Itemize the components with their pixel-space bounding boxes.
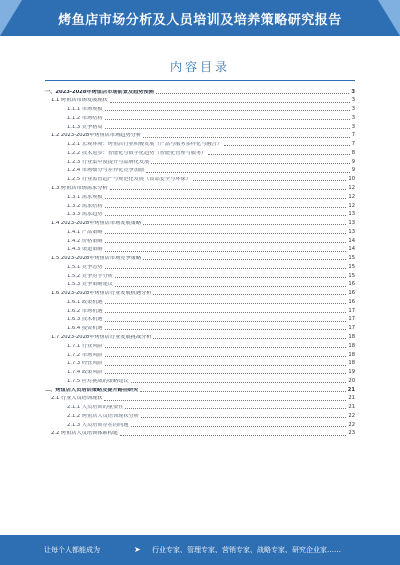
toc-entry-page: 12 (348, 202, 355, 209)
toc-entry-label: 1.3.3 需求趋势 (67, 212, 103, 218)
toc-dot-leader (131, 426, 347, 427)
toc-dot-leader (224, 145, 350, 146)
toc-entry-page: 18 (348, 360, 355, 367)
toc-entry[interactable] (45, 112, 355, 121)
toc-entry-page: 3 (351, 97, 355, 104)
toc-entry-label: 1.2.2 技术进步：智能化与数字化趋势（智能化管理与服务） (67, 150, 207, 156)
toc-entry-page: 7 (351, 132, 355, 139)
toc-entry[interactable] (45, 402, 355, 411)
toc-dot-leader (105, 329, 347, 330)
toc-entry-page: 3 (351, 106, 355, 113)
toc-entry-label: 1.7.4 政策风险 (67, 370, 103, 376)
toc-entry-label: 1.3 烤鱼店市场需求分析 (51, 185, 108, 191)
toc-entry[interactable] (45, 156, 355, 165)
toc-dot-leader (105, 373, 347, 374)
toc-entry-label: 1.2.5 行业监管趋严与规范化发展（食品安全与环保） (67, 177, 191, 183)
toc-entry-label: 2.1.2 烤鱼店人员培训现状分析 (67, 413, 139, 419)
toc-dot-leader (140, 391, 345, 392)
toc-entry-label: 1.2.4 市场细分与差异化竞争加剧 (67, 168, 145, 174)
toc-entry-label: 1.4.3 渠道策略 (67, 247, 103, 253)
toc-dot-leader (105, 233, 347, 234)
arrow-right-icon: ➤ (134, 545, 141, 554)
toc-entry-label: 2.1.3 人员培训存在的问题 (67, 422, 129, 428)
toc-entry-page: 13 (348, 211, 355, 218)
toc-entry[interactable] (45, 139, 355, 148)
toc-entry-page: 18 (348, 351, 355, 358)
toc-dot-leader (105, 312, 347, 313)
toc-entry-page: 13 (348, 228, 355, 235)
toc-entry-page: 15 (348, 263, 355, 270)
toc-dot-leader (141, 417, 346, 418)
toc-entry[interactable] (45, 191, 355, 200)
toc-entry[interactable] (45, 419, 355, 428)
toc-dot-leader (151, 163, 349, 164)
footer-roles: 行业专家、管理专家、营销专家、战略专家、研究企业家…… (152, 546, 341, 554)
toc-entry-label: 二、烤鱼店人员培训策略及提升路径研究 (45, 387, 139, 393)
toc-entry[interactable] (45, 261, 355, 270)
toc-entry-page: 17 (348, 307, 355, 314)
toc-entry-label: 1.2 2023-2028年烤鱼店市场趋势分析 (51, 133, 142, 139)
toc-dot-leader (153, 294, 346, 295)
toc-entry[interactable] (45, 200, 355, 209)
toc-entry[interactable] (45, 253, 355, 262)
toc-heading-divider (45, 80, 355, 81)
toc-dot-leader (131, 382, 347, 383)
toc-entry-label: 1.7.1 行业风险 (67, 343, 103, 349)
toc-entry-page: 18 (348, 334, 355, 340)
toc-entry-label: 1.7.3 经营风险 (67, 361, 103, 367)
toc-dot-leader (125, 408, 346, 409)
toc-entry-label: 1.6.1 政策机遇 (67, 299, 103, 305)
toc-entry[interactable] (45, 130, 355, 139)
toc-entry[interactable] (45, 174, 355, 183)
toc-dot-leader (105, 365, 347, 366)
table-of-contents (45, 86, 355, 437)
toc-entry-page: 17 (348, 316, 355, 323)
toc-entry-page: 21 (348, 395, 355, 402)
toc-entry-label: 1.3.1 需求规模 (67, 194, 103, 200)
header-corner-right (378, 0, 400, 36)
toc-dot-leader (105, 356, 347, 357)
toc-entry-label: 1.4.1 产品策略 (67, 229, 103, 235)
toc-entry-label: 1.1.1 市场规模 (67, 107, 103, 113)
toc-entry[interactable] (45, 235, 355, 244)
toc-dot-leader (104, 400, 346, 401)
toc-dot-leader (105, 128, 350, 129)
toc-dot-leader (105, 347, 347, 348)
toc-entry-label: 1.2.1 宏观环境：烤鱼店行业积极发展（产品与服务多样化与融合） (67, 142, 222, 148)
toc-entry-page: 18 (348, 342, 355, 349)
toc-entry-page: 19 (348, 369, 355, 376)
toc-entry-label: 1.5.2 竞争对手分析 (67, 273, 113, 279)
toc-dot-leader (115, 277, 346, 278)
toc-entry[interactable] (45, 375, 355, 384)
toc-entry-label: 1.1 烤鱼店市场发展现状 (51, 98, 108, 104)
toc-entry[interactable] (45, 340, 355, 349)
toc-dot-leader (105, 242, 347, 243)
toc-entry-label: 1.5.3 竞争策略建议 (67, 282, 113, 288)
toc-entry-page: 16 (348, 290, 355, 297)
toc-dot-leader (105, 198, 347, 199)
toc-entry[interactable] (45, 296, 355, 305)
toc-entry[interactable] (45, 165, 355, 174)
toc-dot-leader (105, 119, 350, 120)
toc-dot-leader (156, 93, 350, 94)
toc-entry-label: 1.3.2 需求结构 (67, 203, 103, 209)
toc-dot-leader (143, 224, 346, 225)
toc-entry[interactable] (45, 349, 355, 358)
toc-entry-label: 1.7.2 市场风险 (67, 352, 103, 358)
toc-entry[interactable] (45, 314, 355, 323)
toc-entry-page: 15 (348, 272, 355, 279)
toc-entry[interactable] (45, 217, 355, 226)
toc-entry-page: 23 (348, 430, 355, 437)
toc-dot-leader (143, 137, 350, 138)
toc-dot-leader (120, 435, 346, 436)
toc-entry[interactable] (45, 305, 355, 314)
toc-entry-page: 7 (351, 141, 355, 148)
toc-entry[interactable] (45, 147, 355, 156)
toc-entry[interactable] (45, 279, 355, 288)
toc-entry-label: 1.7.5 应对挑战的策略建议 (67, 378, 129, 384)
toc-entry-label: 一、2023-2028年烤鱼店市场前景及趋势预测 (45, 89, 154, 95)
toc-entry-label: 2.1 行业人员培训现状 (51, 396, 103, 402)
header-banner (0, 0, 400, 36)
toc-dot-leader (208, 154, 349, 155)
toc-entry-page: 3 (351, 123, 355, 130)
toc-dot-leader (110, 102, 350, 103)
toc-entry-label: 1.4 2023-2028年烤鱼店市场发展策略 (51, 221, 142, 227)
toc-entry-page: 9 (351, 167, 355, 174)
toc-dot-leader (105, 251, 347, 252)
toc-dot-leader (105, 321, 347, 322)
toc-entry-page: 20 (348, 377, 355, 384)
toc-entry-page: 17 (348, 325, 355, 332)
toc-entry[interactable] (45, 209, 355, 218)
toc-dot-leader (143, 259, 346, 260)
toc-entry-label: 1.6.4 投资机遇 (67, 326, 103, 332)
toc-entry-page: 15 (348, 255, 355, 262)
toc-entry[interactable] (45, 428, 355, 437)
toc-entry-label: 1.1.2 市场结构 (67, 115, 103, 121)
toc-entry-label: 2.1.1 人员培训的重要性 (67, 405, 124, 411)
toc-dot-leader (146, 172, 350, 173)
toc-entry-label: 1.4.2 价格策略 (67, 238, 103, 244)
toc-entry-page: 21 (347, 386, 355, 393)
toc-entry[interactable] (45, 270, 355, 279)
toc-heading: 内容目录 (169, 60, 230, 74)
toc-entry[interactable] (45, 288, 355, 297)
toc-entry-page: 8 (351, 149, 355, 156)
toc-dot-leader (115, 286, 346, 287)
toc-dot-leader (105, 303, 347, 304)
header-corner-left (0, 0, 22, 36)
toc-entry-label: 1.6 2023-2028年烤鱼店行业发展机遇分析 (51, 291, 152, 297)
toc-entry-page: 14 (348, 237, 355, 244)
toc-entry-label: 1.5 2023-2028年烤鱼店市场竞争策略 (51, 256, 142, 262)
toc-entry-page: 9 (351, 158, 355, 165)
toc-entry[interactable] (45, 393, 355, 402)
toc-dot-leader (193, 180, 347, 181)
toc-entry[interactable] (45, 367, 355, 376)
toc-dot-leader (105, 110, 350, 111)
toc-dot-leader (110, 189, 347, 190)
toc-dot-leader (105, 215, 347, 216)
toc-entry[interactable] (45, 331, 355, 340)
toc-entry-label: 1.7 2023-2028年烤鱼店行业发展挑战分析 (51, 335, 152, 340)
toc-entry[interactable] (45, 104, 355, 113)
footer-slogan: 让每个人都能成为 (44, 546, 100, 554)
toc-entry-label: 2.2 烤鱼店人员培训体系构建 (51, 431, 118, 437)
toc-entry-label: 1.5.1 竞争态势 (67, 264, 103, 270)
toc-entry-label: 1.1.3 竞争格局 (67, 124, 103, 130)
toc-entry[interactable] (45, 244, 355, 253)
toc-entry[interactable] (45, 86, 355, 95)
toc-entry[interactable] (45, 182, 355, 191)
toc-entry-page: 16 (348, 298, 355, 305)
toc-entry-label: 1.2.3 行业集中度提升与品牌化发展 (67, 159, 150, 165)
toc-entry[interactable] (45, 358, 355, 367)
toc-dot-leader (105, 268, 347, 269)
toc-entry-page: 16 (348, 281, 355, 288)
toc-entry[interactable] (45, 323, 355, 332)
toc-entry[interactable] (45, 95, 355, 104)
toc-entry-page: 13 (348, 220, 355, 227)
toc-entry[interactable] (45, 410, 355, 419)
toc-entry-page: 22 (348, 412, 355, 419)
toc-entry-page: 10 (348, 176, 355, 183)
toc-dot-leader (105, 207, 347, 208)
toc-entry-label: 1.6.3 技术机遇 (67, 317, 103, 323)
toc-entry[interactable] (45, 384, 355, 393)
toc-entry-page: 3 (351, 88, 355, 95)
report-title: 烤鱼店市场分析及人员培训及培养策略研究报告 (58, 12, 342, 28)
footer-banner (0, 535, 400, 565)
toc-dot-leader (153, 338, 346, 339)
toc-entry-label: 1.6.2 市场机遇 (67, 308, 103, 314)
toc-entry[interactable] (45, 121, 355, 130)
toc-entry-page: 21 (348, 404, 355, 411)
toc-entry-page: 12 (348, 193, 355, 200)
toc-entry[interactable] (45, 226, 355, 235)
toc-entry-page: 14 (348, 246, 355, 253)
toc-entry-page: 3 (351, 114, 355, 121)
toc-entry-page: 22 (348, 421, 355, 428)
toc-entry-page: 12 (348, 184, 355, 191)
